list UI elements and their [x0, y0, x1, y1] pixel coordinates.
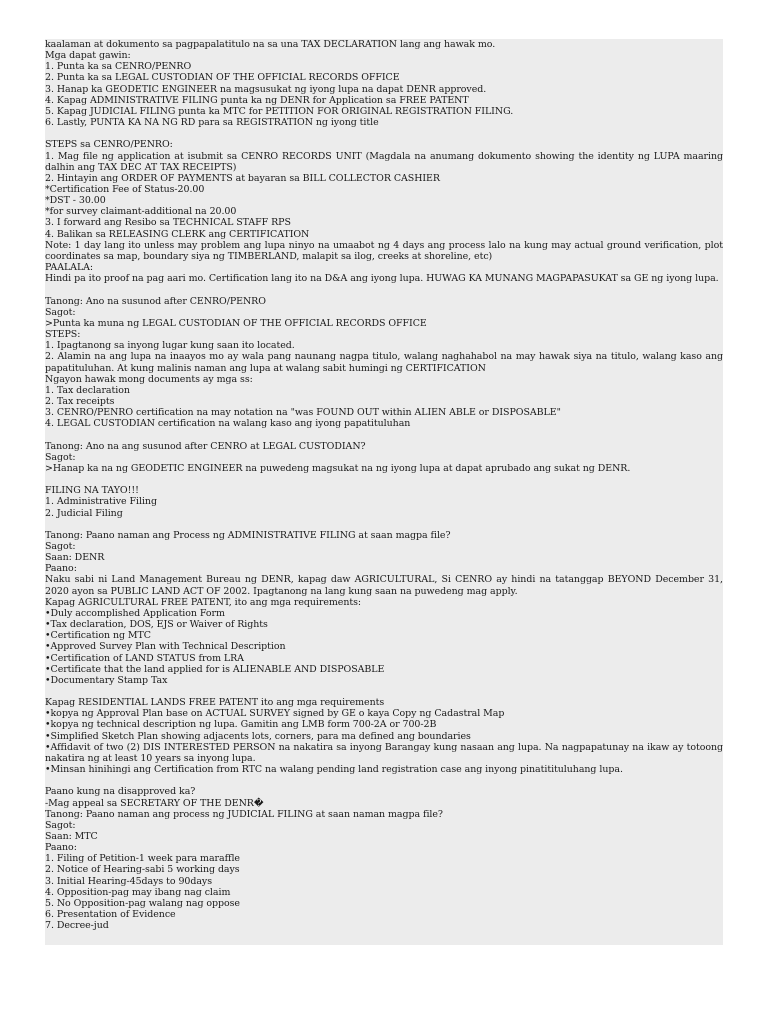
- text-line: 1. Tax declaration: [45, 384, 130, 396]
- text-line: 4. Kapag ADMINISTRATIVE FILING punta ka ng DENR for Application sa FREE PATENT: [45, 94, 469, 106]
- text-line: 6. Lastly, PUNTA KA NA NG RD para sa REGISTRATION ng iyong title: [45, 117, 379, 129]
- text-line: 6. Presentation of Evidence: [45, 909, 176, 921]
- text-line: Kapag AGRICULTURAL FREE PATENT, ito ang mga requirements:: [45, 596, 362, 608]
- text-line: Ngayon hawak mong documents ay mga ss:: [45, 373, 253, 385]
- text-line: Paano kung na disapproved ka?: [45, 786, 196, 798]
- text-line: kaalaman at dokumento sa pagpapalatitulo na sa una TAX DECLARATION lang ang hawak mo.: [45, 39, 496, 50]
- blank-line: [45, 429, 723, 440]
- text-line: Saan: MTC: [45, 830, 98, 842]
- blank-line: [45, 474, 723, 485]
- text-line: 2. Punta ka sa LEGAL CUSTODIAN OF THE OFFICIAL RECORDS OFFICE: [45, 72, 400, 84]
- text-line: -Mag appeal sa SECRETARY OF THE DENR�: [45, 797, 264, 809]
- text-line: •Simplified Sketch Plan showing adjacents lots, corners, para ma defined ang boundaries: [45, 730, 471, 742]
- text-line: •Approved Survey Plan with Technical Description: [45, 641, 286, 653]
- text-line: 3. Initial Hearing-45days to 90days: [45, 875, 212, 887]
- text-line: >Punta ka muna ng LEGAL CUSTODIAN OF THE OFFICIAL RECORDS OFFICE: [45, 317, 427, 329]
- blank-line: [45, 519, 723, 530]
- text-line: •kopya ng technical description ng lupa. Gamitin ang LMB form 700-2A or 700-2B: [45, 719, 437, 731]
- text-line: 4. LEGAL CUSTODIAN certification na walang kaso ang iyong papatituluhan: [45, 418, 411, 430]
- text-line: •Certification ng MTC: [45, 630, 151, 642]
- text-line: Tanong: Ano na ang susunod after CENRO at LEGAL CUSTODIAN?: [45, 440, 366, 452]
- text-line: 2. Hintayin ang ORDER OF PAYMENTS at bayaran sa BILL COLLECTOR CASHIER: [45, 172, 440, 184]
- text-line: •Documentary Stamp Tax: [45, 674, 168, 686]
- text-line: 2. Judicial Filing: [45, 507, 123, 519]
- text-line: 2. Tax receipts: [45, 395, 115, 407]
- text-line: 3. Hanap ka GEODETIC ENGINEER na magsusukat ng iyong lupa na dapat DENR approved.: [45, 83, 487, 95]
- text-line: 4. Opposition-pag may ibang nag claim: [45, 886, 231, 898]
- blank-line: [45, 284, 723, 295]
- text-line: 3. I forward ang Resibo sa TECHNICAL STAFF RPS: [45, 217, 291, 229]
- text-line: •kopya ng Approval Plan base on ACTUAL SURVEY signed by GE o kaya Copy ng Cadastral Map: [45, 708, 505, 720]
- text-line: 5. No Opposition-pag walang nag oppose: [45, 897, 240, 909]
- text-line: Tanong: Ano na susunod after CENRO/PENRO: [45, 295, 266, 307]
- text-line: 1. Mag file ng application at isubmit sa CENRO RECORDS UNIT (Magdala na anumang dokumento showing the identity ng LUPA maaring dalhin ang TAX DEC AT TAX RECEIPTS): [45, 150, 726, 173]
- text-line: 1. Punta ka sa CENRO/PENRO: [45, 61, 192, 73]
- text-line: FILING NA TAYO!!!: [45, 485, 139, 497]
- text-line: 3. CENRO/PENRO certification na may notation na "was FOUND OUT within ALIEN ABLE or DISPOSABLE": [45, 407, 561, 419]
- text-line: Note: 1 day lang ito unless may problem ang lupa ninyo na umaabot ng 4 days ang process lalo na kung may actual ground verification, plot coordinates sa map, boundary siya ng TIMBERLAND, malapit sa ilog, creeks at shoreline, etc): [45, 239, 726, 262]
- blank-line: [45, 686, 723, 697]
- document-text: [45, 39, 726, 932]
- blank-line: [45, 128, 723, 139]
- text-line: •Duly accomplished Application Form: [45, 607, 225, 619]
- text-line: *DST - 30.00: [45, 195, 106, 207]
- text-line: 2. Notice of Hearing-sabi 5 working days: [45, 864, 240, 876]
- text-line: 7. Decree-jud: [45, 920, 109, 932]
- text-line: >Hanap ka na ng GEODETIC ENGINEER na puwedeng magsukat na ng iyong lupa at dapat aprubado ang sukat ng DENR.: [45, 462, 631, 474]
- text-line: 1. Filing of Petition-1 week para maraffle: [45, 853, 240, 865]
- text-line: 4. Balikan sa RELEASING CLERK ang CERTIFICATION: [45, 228, 310, 240]
- text-line: •Minsan hinihingi ang Certification from RTC na walang pending land registration case ang inyong pinatitituluhang lupa.: [45, 764, 623, 776]
- text-line: Sagot:: [45, 451, 76, 463]
- text-line: 1. Administrative Filing: [45, 496, 157, 508]
- text-line: Paano:: [45, 842, 77, 854]
- text-line: •Certificate that the land applied for is ALIENABLE AND DISPOSABLE: [45, 663, 385, 675]
- text-line: *for survey claimant-additional na 20.00: [45, 206, 237, 218]
- text-line: *Certification Fee of Status-20.00: [45, 184, 205, 196]
- text-line: Naku sabi ni Land Management Bureau ng DENR, kapag daw AGRICULTURAL, Si CENRO ay hindi na tatanggap BEYOND December 31, 2020 ayon sa PUBLIC LAND ACT OF 2002. Ipagtanong na lang kung saan na puwedeng mag apply.: [45, 574, 726, 597]
- text-line: STEPS sa CENRO/PENRO:: [45, 139, 173, 151]
- text-line: STEPS:: [45, 329, 81, 341]
- text-line: Paano:: [45, 563, 77, 575]
- document-page: [45, 39, 726, 945]
- text-line: •Tax declaration, DOS, EJS or Waiver of Rights: [45, 619, 268, 631]
- text-line: 1. Ipagtanong sa inyong lugar kung saan ito located.: [45, 340, 295, 352]
- text-line: Tanong: Paano naman ang process ng JUDICIAL FILING at saan naman magpa file?: [45, 808, 443, 820]
- text-line: •Certification of LAND STATUS from LRA: [45, 652, 244, 664]
- text-line: 2. Alamin na ang lupa na inaayos mo ay wala pang naunang nagpa titulo, walang naghahabol na may hawak siya na titulo, walang kaso ang papatituluhan. At kung malinis naman ang lupa at walang sabit humingi ng CERTIFICATION: [45, 351, 726, 374]
- text-line: Sagot:: [45, 306, 76, 318]
- text-line: Hindi pa ito proof na pag aari mo. Certification lang ito na D&A ang iyong lupa. HUWAG KA MUNANG MAGPAPASUKAT sa GE ng iyong lupa.: [45, 273, 719, 285]
- text-line: Tanong: Paano naman ang Process ng ADMINISTRATIVE FILING at saan magpa file?: [45, 529, 451, 541]
- blank-line: [45, 775, 723, 786]
- text-line: Mga dapat gawin:: [45, 50, 131, 62]
- text-line: Kapag RESIDENTIAL LANDS FREE PATENT ito ang mga requirements: [45, 697, 385, 709]
- text-line: 5. Kapag JUDICIAL FILING punta ka MTC for PETITION FOR ORIGINAL REGISTRATION FILING.: [45, 105, 514, 117]
- text-line: PAALALA:: [45, 262, 94, 274]
- text-line: •Affidavit of two (2) DIS INTERESTED PERSON na nakatira sa inyong Barangay kung nasaan ang lupa. Na nagpapatunay na ikaw ay totoong nakatira ng at least 10 years sa inyong lupa.: [45, 741, 726, 764]
- text-line: Sagot:: [45, 819, 76, 831]
- text-line: Sagot:: [45, 540, 76, 552]
- text-line: Saan: DENR: [45, 552, 105, 564]
